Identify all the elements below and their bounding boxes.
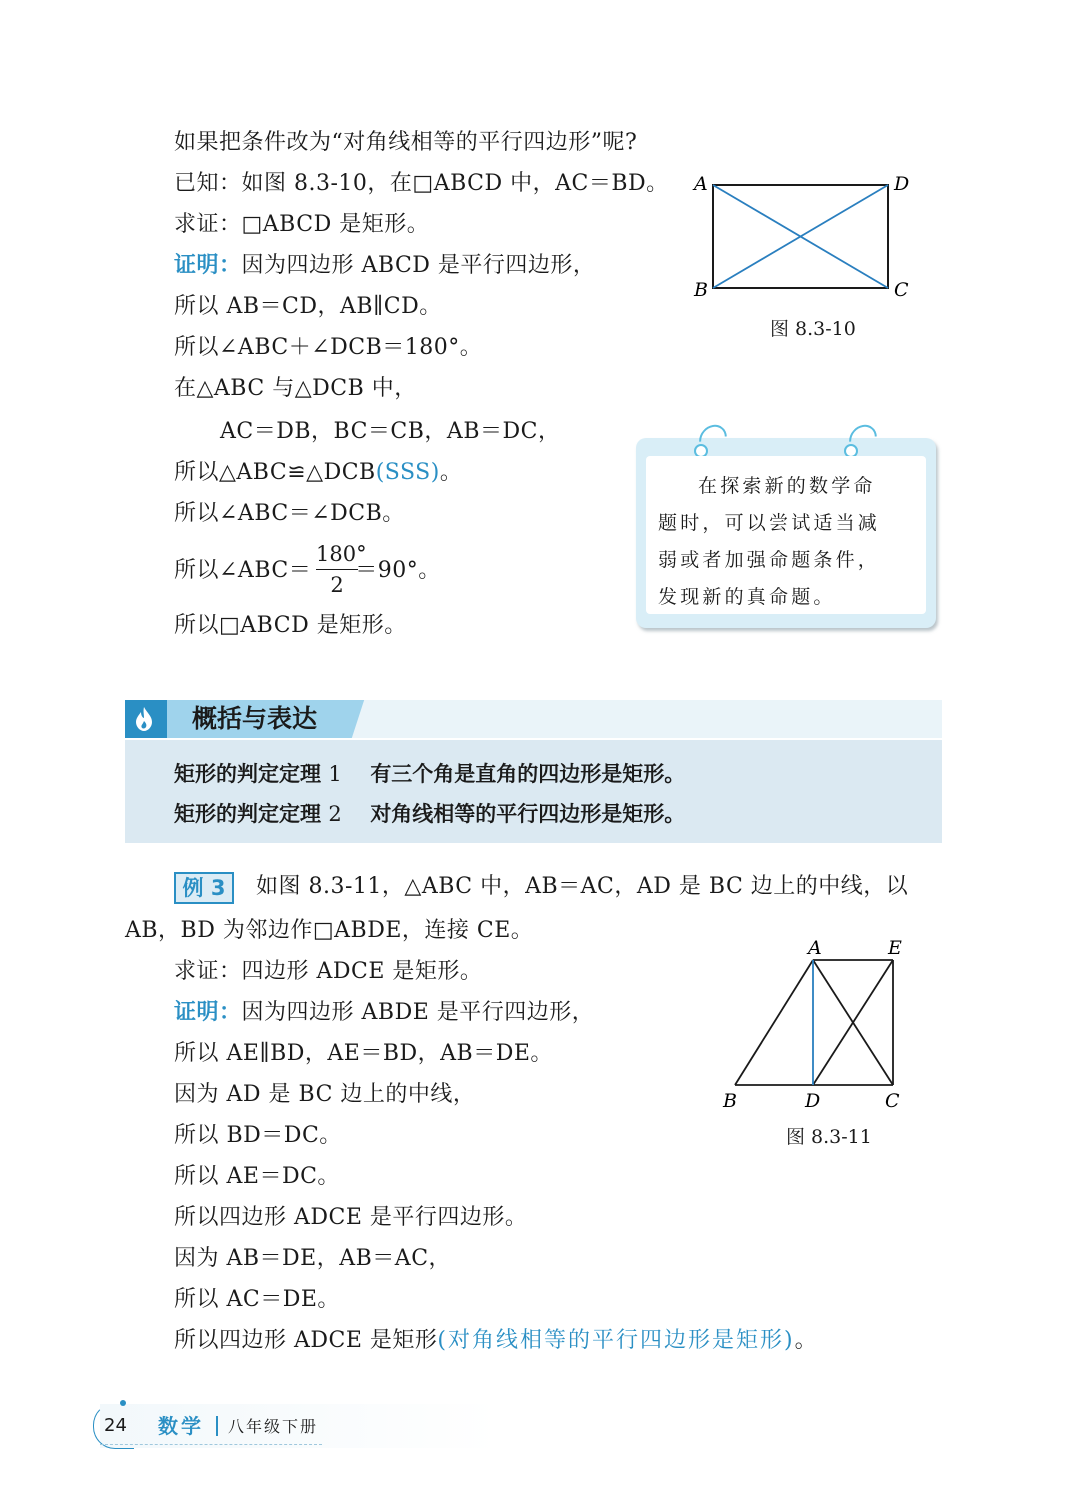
proof-line-3: 所以∠ABC＋∠DCB＝180°。 <box>174 335 483 360</box>
figure-triangle-rectangle <box>715 935 915 1115</box>
grade-label: 八年级下册 <box>228 1417 319 1436</box>
theorem-2-text: 对角线相等的平行四边形是矩形。 <box>370 802 686 826</box>
example-line-1: 如图 8.3-11，△ABC 中，AB＝AC，AD 是 BC 边上的中线，以 <box>256 874 909 899</box>
proof-text: 因为四边形 ABCD 是平行四边形， <box>241 253 596 278</box>
theorem-1-label: 矩形的判定定理 <box>174 762 321 786</box>
proof-line-6 <box>174 458 462 488</box>
theorem-1 <box>174 759 685 789</box>
proof-conclusion: 所以□ABCD 是矩形。 <box>174 613 407 638</box>
proof-line-7: 所以∠ABC＝∠DCB。 <box>174 501 405 526</box>
theorem-2-num: 2 <box>328 802 342 826</box>
footer-dot-icon <box>120 1400 126 1406</box>
label-e2: E <box>888 937 902 959</box>
figure-caption-2: 图 8.3-11 <box>786 1126 872 1148</box>
example-step-6: 因为 AB＝DE，AB＝AC， <box>174 1246 452 1271</box>
example-final-reason: (对角线相等的平行四边形是矩形) <box>437 1328 795 1353</box>
label-c2: C <box>885 1090 900 1112</box>
example-tag: 例 3 <box>174 872 234 904</box>
congruent-end: 。 <box>439 460 463 485</box>
theorem-1-num: 1 <box>328 762 342 786</box>
footer-divider <box>100 1444 322 1445</box>
example-step-4: 所以 AE＝DC。 <box>174 1164 340 1189</box>
congruent-text: 所以△ABC≌△DCB <box>174 460 376 485</box>
figure-caption-1: 图 8.3-10 <box>770 318 856 340</box>
theorem-1-text: 有三个角是直角的四边形是矩形。 <box>370 762 686 786</box>
given-line: 已知：如图 8.3-10，在□ABCD 中，AC＝BD。 <box>174 171 669 196</box>
proof-label: 证明： <box>174 253 242 278</box>
example-proof-text: 因为四边形 ABDE 是平行四边形， <box>241 1000 595 1025</box>
example-proof-line-1 <box>174 998 594 1028</box>
example-proof-label: 证明： <box>174 1000 242 1025</box>
label-c: C <box>894 279 909 301</box>
flame-icon <box>134 706 154 732</box>
tip-note-card <box>636 438 936 628</box>
angle-suffix: ＝90°。 <box>355 558 441 583</box>
proof-line-8 <box>174 556 441 586</box>
label-b2: B <box>723 1090 737 1112</box>
example-line-2: AB，BD 为邻边作□ABDE，连接 CE。 <box>125 918 534 943</box>
prove-line: 求证：□ABCD 是矩形。 <box>174 212 430 237</box>
figure-rectangle <box>690 170 920 305</box>
proof-line-4: 在△ABC 与△DCB 中， <box>174 376 417 401</box>
fraction-denominator: 2 <box>330 573 344 597</box>
example-step-1: 所以 AE∥BD，AE＝BD，AB＝DE。 <box>174 1041 553 1066</box>
label-d2: D <box>805 1090 821 1112</box>
example-prove: 求证：四边形 ADCE 是矩形。 <box>174 959 483 984</box>
fraction <box>316 541 367 598</box>
congruent-reason: (SSS) <box>375 460 440 485</box>
angle-prefix: 所以∠ABC＝ <box>174 558 312 583</box>
proof-line-1 <box>174 251 595 281</box>
question-line: 如果把条件改为“对角线相等的平行四边形”呢? <box>174 130 638 155</box>
proof-line-5: AC＝DB，BC＝CB，AB＝DC， <box>220 419 561 444</box>
label-d: D <box>894 173 910 195</box>
example-step-2: 因为 AD 是 BC 边上的中线， <box>174 1082 476 1107</box>
example-final-prefix: 所以四边形 ADCE 是矩形 <box>174 1328 438 1353</box>
label-a2: A <box>808 937 822 959</box>
theorem-2 <box>174 799 685 829</box>
section-title: 概括与表达 <box>192 704 318 733</box>
segment-ab <box>735 960 813 1085</box>
example-step-5: 所以四边形 ADCE 是平行四边形。 <box>174 1205 528 1230</box>
footer-separator <box>216 1416 218 1436</box>
note-text: 在探索新的数学命题时，可以尝试适当减弱或者加强命题条件，发现新的真命题。 <box>658 475 881 608</box>
proof-line-2: 所以 AB＝CD，AB∥CD。 <box>174 294 442 319</box>
book-title: 数学 <box>158 1414 204 1438</box>
example-step-7: 所以 AC＝DE。 <box>174 1287 340 1312</box>
page-number: 24 <box>104 1415 127 1436</box>
example-final-end: 。 <box>794 1328 818 1353</box>
fraction-numerator: 180° <box>316 541 358 570</box>
theorem-2-label: 矩形的判定定理 <box>174 802 321 826</box>
example-conclusion <box>174 1326 817 1356</box>
example-step-3: 所以 BD＝DC。 <box>174 1123 342 1148</box>
label-a: A <box>694 173 708 195</box>
label-b: B <box>694 279 708 301</box>
